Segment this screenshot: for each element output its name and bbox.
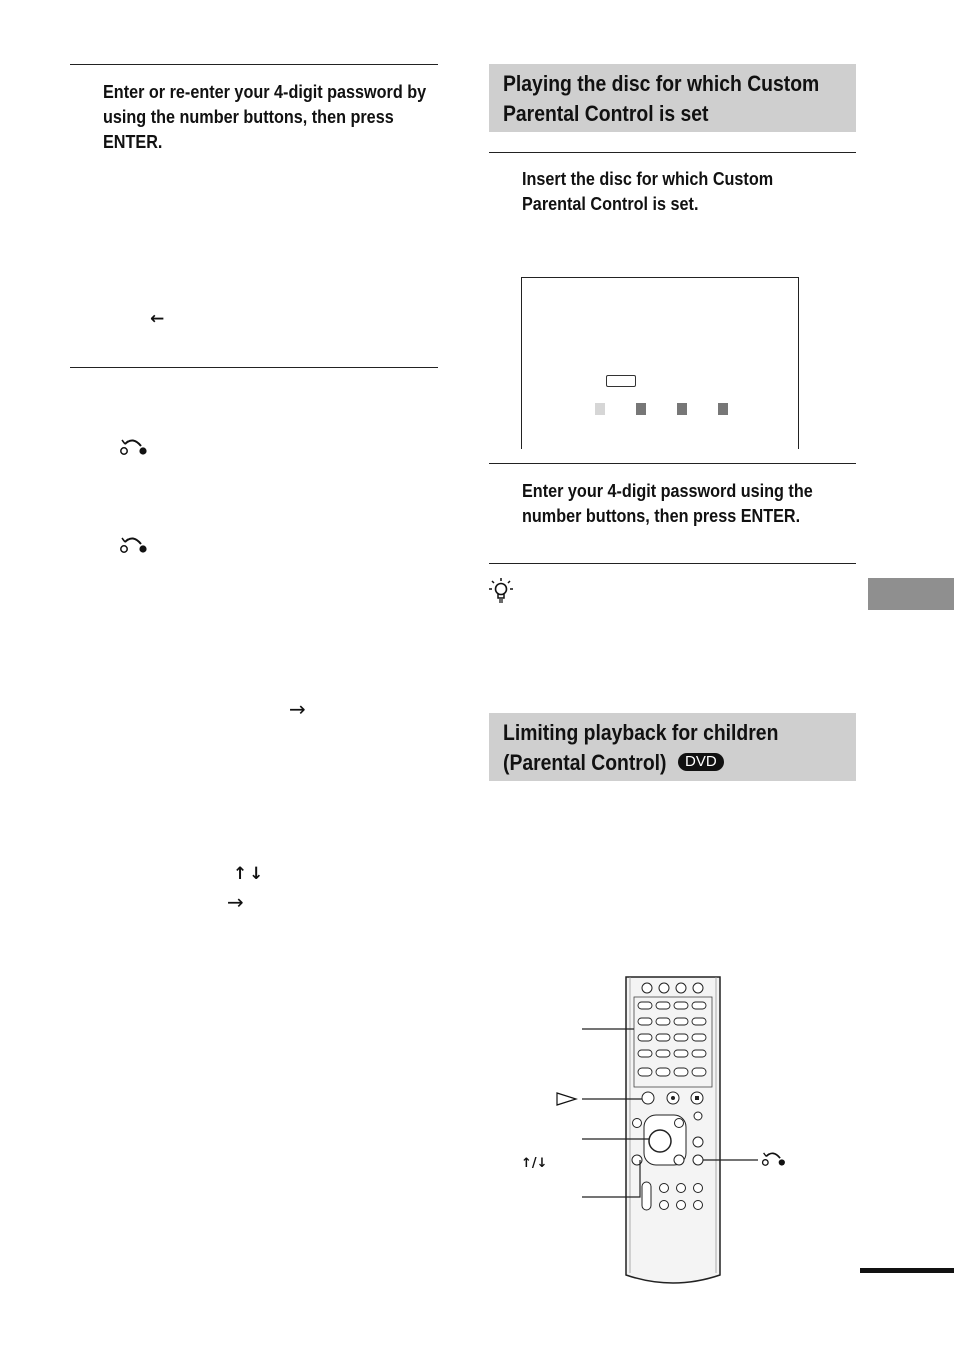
parental-control-heading bbox=[489, 713, 856, 781]
remote-control bbox=[540, 975, 790, 1290]
custom-heading-text: Playing the disc for which Custom Parental Control is set bbox=[503, 71, 820, 126]
return-icon-2 bbox=[119, 535, 149, 555]
dvd-badge: DVD bbox=[678, 753, 724, 771]
continued-bar bbox=[860, 1268, 954, 1273]
password-digit-4 bbox=[718, 403, 728, 415]
custom-parental-heading bbox=[489, 64, 856, 132]
step-insert-disc: Insert the disc for which Custom Parental Control is set. bbox=[522, 169, 774, 214]
play-icon bbox=[556, 1092, 578, 1106]
password-digit-3 bbox=[677, 403, 687, 415]
right-rule-2 bbox=[489, 463, 856, 464]
back-arrow-icon: ← bbox=[150, 309, 165, 329]
password-digit-1 bbox=[595, 403, 605, 415]
right-arrow-icon-2: → bbox=[227, 890, 244, 914]
left-mid-rule bbox=[70, 367, 438, 368]
screen-input-box bbox=[606, 375, 636, 387]
return-icon bbox=[119, 437, 149, 457]
step-enter-password-custom: Enter your 4-digit password using the number buttons, then press ENTER. bbox=[522, 481, 813, 526]
right-arrow-icon: → bbox=[289, 697, 306, 721]
parental-heading-text: Limiting playback for children (Parental Control) bbox=[503, 720, 779, 775]
up-down-arrows-icon: ↑ ↓ bbox=[233, 864, 262, 884]
step-enter-password: Enter or re-enter your 4-digit password by using the number buttons, then press ENTER. bbox=[103, 82, 427, 152]
return-icon-remote bbox=[761, 1150, 787, 1168]
password-digit-2 bbox=[636, 403, 646, 415]
up-down-label: ↑/↓ bbox=[521, 1156, 548, 1171]
left-top-rule bbox=[70, 64, 438, 65]
right-rule-3 bbox=[489, 563, 856, 564]
section-tab bbox=[868, 578, 954, 610]
right-rule-1 bbox=[489, 152, 856, 153]
password-screen bbox=[521, 277, 799, 449]
lightbulb-icon bbox=[488, 576, 514, 604]
